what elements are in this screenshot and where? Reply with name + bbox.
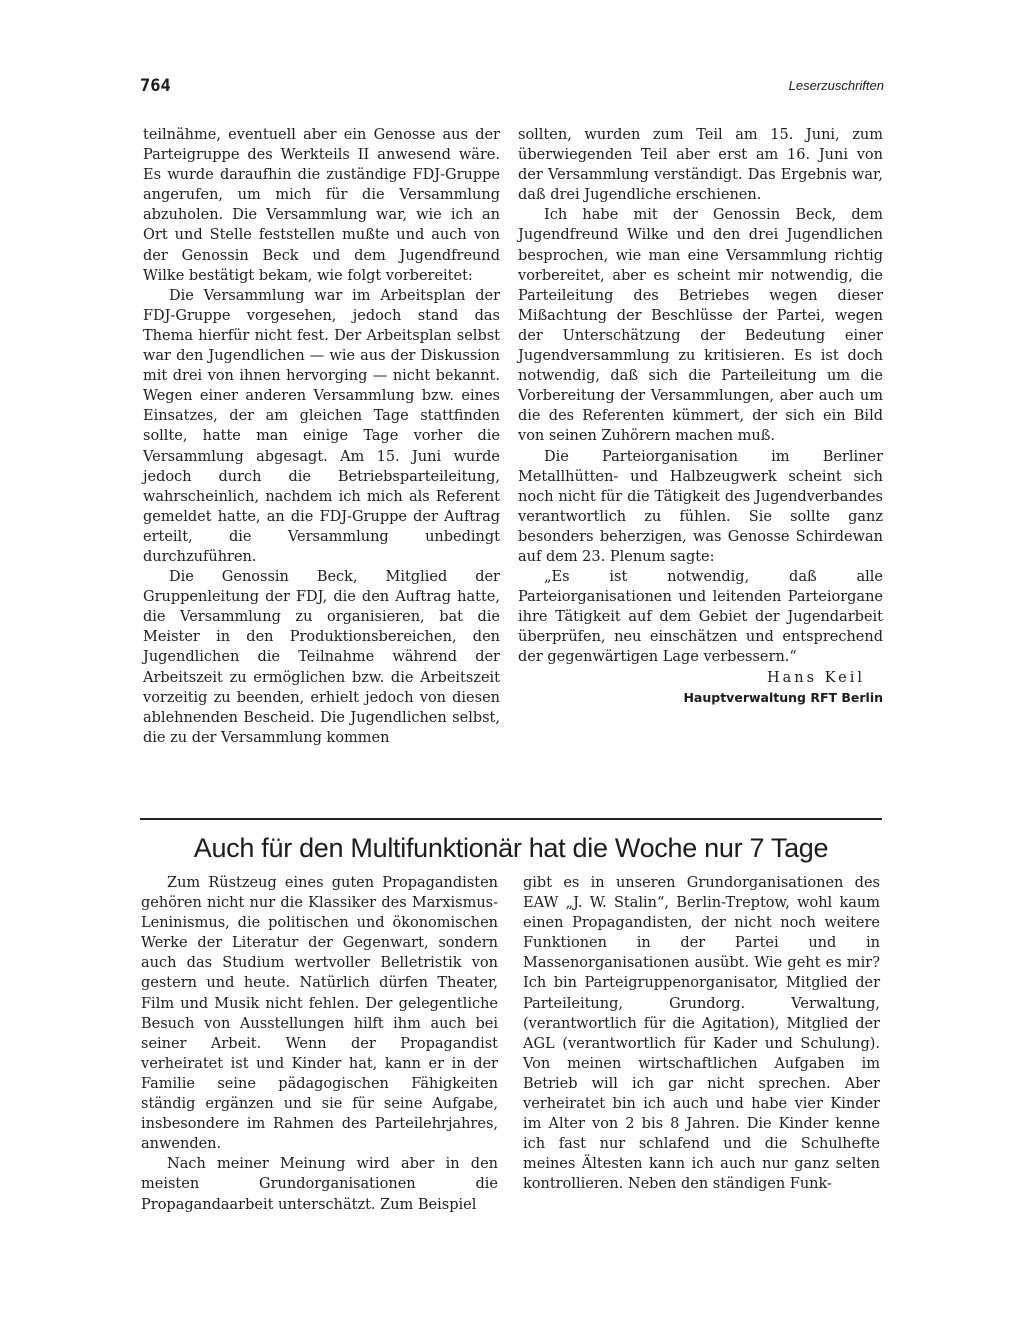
paragraph: Ich habe mit der Genossin Beck, dem Jugendfreund Wilke und den drei Jugendlichen besprochen, wie man eine Versammlung richtig vorbereitet, aber es scheint mir notwendig, die Parteileitung des Betriebes wegen dieser Mißachtung der Beschlüsse der Partei, wegen der Unterschätzung der Bedeutung einer Jugendversammlung zu kritisieren. Es ist doch notwendig, daß sich die Parteileitung um die Vorbereitung der Versammlungen, aber auch um die des Referenten kümmert, der sich ein Bild von seinen Zuhörern machen muß. (518, 207, 883, 445)
page-number: 764 (140, 76, 171, 96)
article2-column-left (141, 873, 498, 1215)
paragraph: teilnähme, eventuell aber ein Genosse aus der Parteigruppe des Werkteils II anwesend wäre. Es wurde daraufhin die zuständige FDJ-Gruppe angerufen, um mich für die Versammlung abzuholen. Die Versammlung war, wie ich an Ort und Stelle feststellen mußte und auch von der Genossin Beck und dem Jugendfreund Wilke bestätigt bekam, wie folgt vorbereitet: (143, 127, 500, 284)
paragraph: Die Parteiorganisation im Berliner Metallhütten- und Halbzeugwerk scheint sich noch nicht für die Tätigkeit des Jugendverbandes verantwortlich zu fühlen. Sie sollte ganz besonders beherzigen, was Genosse Schirdewan auf dem 23. Plenum sagte: (518, 448, 883, 565)
article1-column-right (518, 125, 883, 708)
article-headline: Auch für den Multifunktionär hat die Woche nur 7 Tage (193, 833, 829, 863)
paragraph: sollten, wurden zum Teil am 15. Juni, zum überwiegenden Teil aber erst am 16. Juni von der Versammlung verständigt. Das Ergebnis war, daß drei Jugendliche erschienen. (518, 127, 883, 204)
author-signature: Hans Keil (767, 669, 865, 686)
article1-column-left (143, 125, 500, 748)
article2-column-right (523, 873, 880, 1195)
paragraph: gibt es in unseren Grundorganisationen des EAW „J. W. Stalin“, Berlin-Treptow, wohl kaum einen Propagandisten, der nicht noch weitere Funktionen in der Partei und in Massenorganisationen ausübt. Wie geht es mir? Ich bin Parteigruppenorganisator, Mitglied der Parteileitung, Grundorg. Verwaltung, (verantwortlich für die Agitation), Mitglied der AGL (verantwortlich für Kader und Schulung). Von meinen wirtschaftlichen Aufgaben im Betrieb will ich gar nicht sprechen. Aber verheiratet bin ich auch und habe vier Kinder im Alter von 2 bis 8 Jahren. Die Kinder kenne ich fast nur schlafend und die Schulhefte meines Ältesten kann ich auch nur ganz selten kontrollieren. Neben den ständigen Funk- (523, 875, 880, 1193)
section-divider (140, 818, 882, 820)
quote-paragraph: „Es ist notwendig, daß alle Parteiorganisationen und leitenden Parteiorgane ihre Tätigkeit auf dem Gebiet der Jugendarbeit überprüfen, neu einschätzen und entsprechend der gegenwärtigen Lage verbessern.“ (518, 569, 883, 666)
paragraph: Zum Rüstzeug eines guten Propagandisten gehören nicht nur die Klassiker des Marxismus-Leninismus, die politischen und ökonomischen Werke der Literatur der Gegenwart, sondern auch das Studium wertvoller Belletristik von gestern und heute. Natürlich dürfen Theater, Film und Musik nicht fehlen. Der gelegentliche Besuch von Ausstellungen hilft ihm auch bei seiner Arbeit. Wenn der Propagandist verheiratet ist und Kinder hat, kann er in der Familie seine pädagogischen Fähigkeiten ständig ergänzen und sie für seine Aufgabe, insbesondere im Rahmen des Parteilehrjahres, anwenden. (141, 875, 498, 1153)
page-header (140, 76, 884, 98)
running-head: Leserzuschriften (788, 78, 884, 93)
paragraph: Die Genossin Beck, Mitglied der Gruppenleitung der FDJ, die den Auftrag hatte, die Versammlung zu organisieren, bat die Meister in den Produktionsbereichen, den Jugendlichen die Teilnahme während der Arbeitszeit zu ermöglichen bzw. die Arbeitszeit vorzeitig zu beenden, erhielt jedoch von diesen ablehnenden Bescheid. Die Jugendlichen selbst, die zu der Versammlung kommen (143, 569, 500, 746)
paragraph: Die Versammlung war im Arbeitsplan der FDJ-Gruppe vorgesehen, jedoch stand das Thema hierfür nicht fest. Der Arbeitsplan selbst war den Jugendlichen — wie aus der Diskussion mit drei von ihnen hervorging — nicht bekannt. Wegen einer anderen Versammlung bzw. eines Einsatzes, der am gleichen Tage stattfinden sollte, hatte man einige Tage vorher die Versammlung abgesagt. Am 15. Juni wurde jedoch durch die Betriebsparteileitung, wahrscheinlich, nachdem ich mich als Referent gemeldet hatte, an die FDJ-Gruppe der Auftrag erteilt, die Versammlung unbedingt durchzuführen. (143, 287, 500, 565)
author-affiliation: Hauptverwaltung RFT Berlin (683, 689, 883, 705)
paragraph: Nach meiner Meinung wird aber in den meisten Grundorganisationen die Propagandaarbeit unterschätzt. Zum Beispiel (141, 1156, 498, 1213)
